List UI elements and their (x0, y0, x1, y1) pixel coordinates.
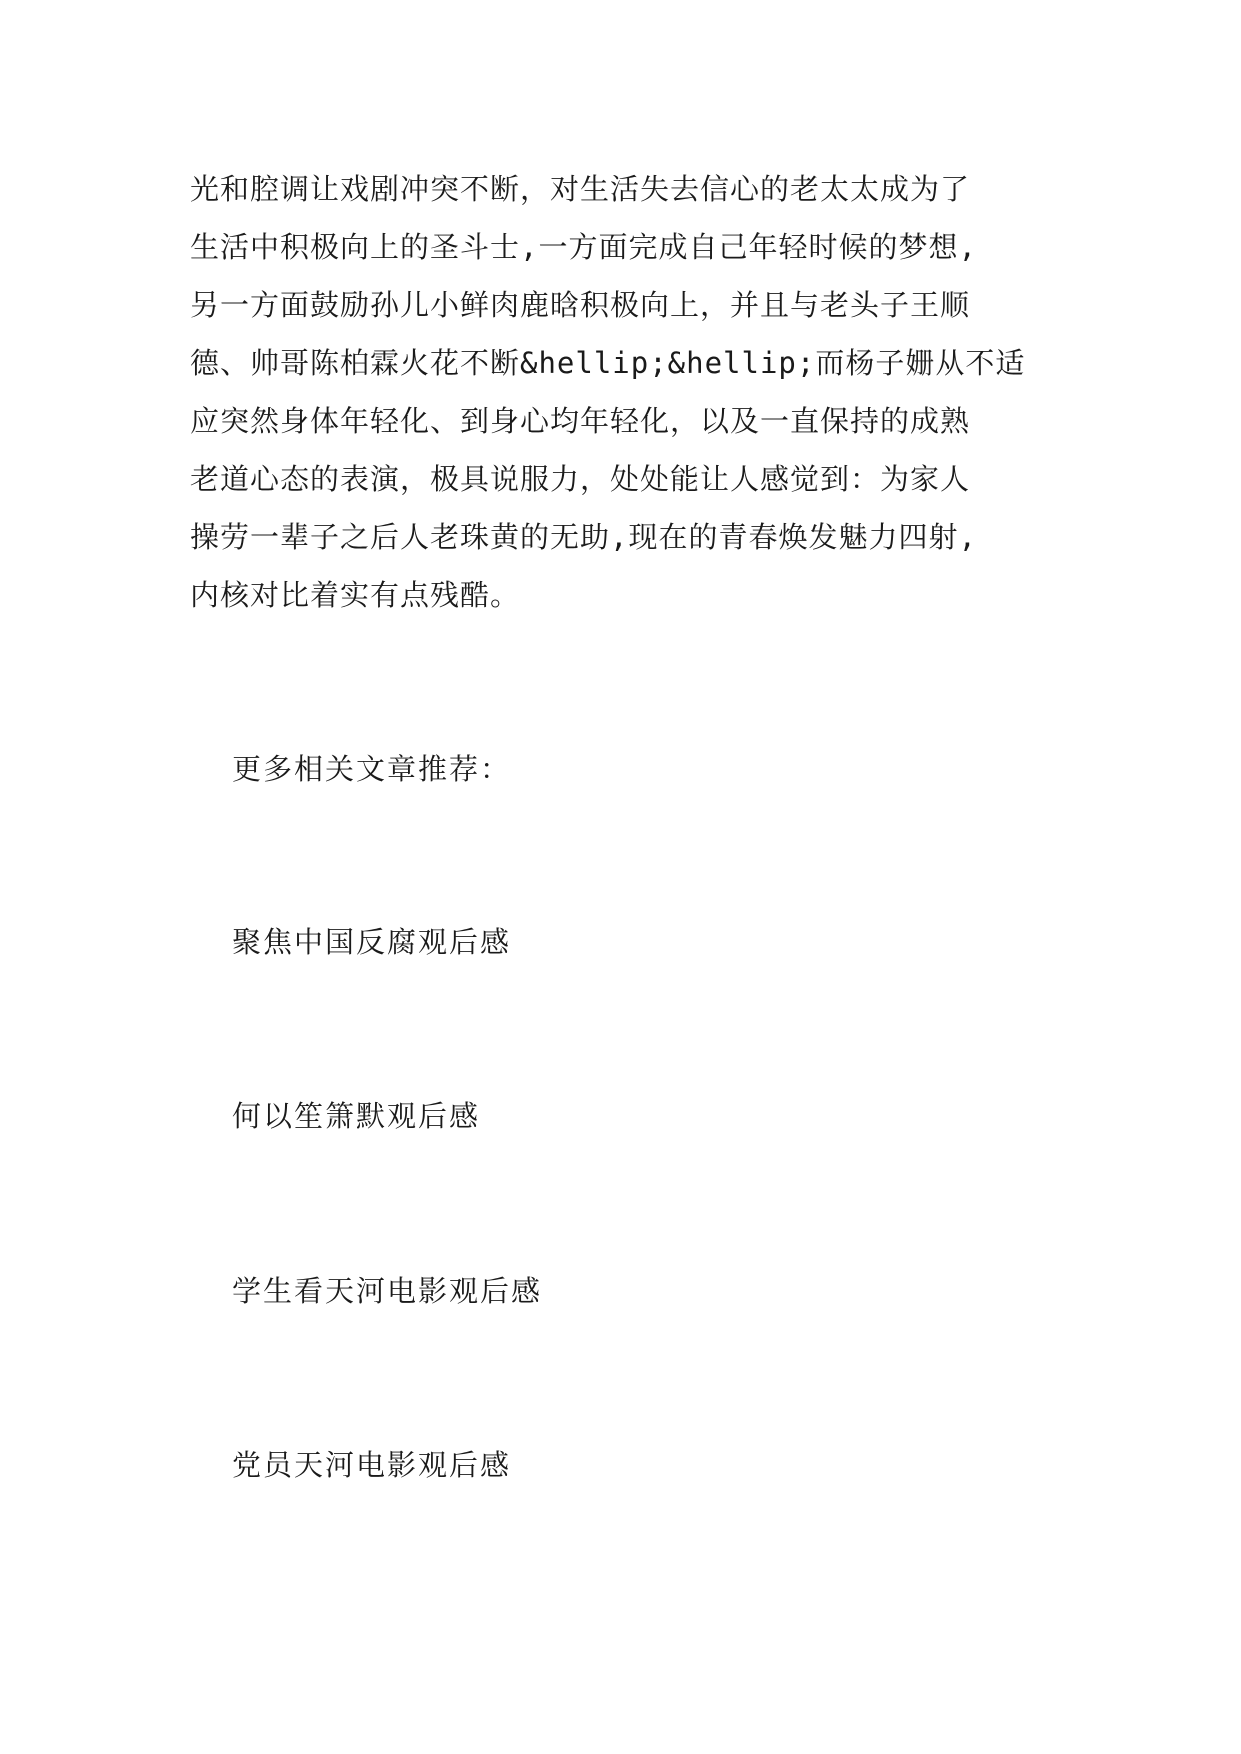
paragraph-line: 生活中积极向上的圣斗士,一方面完成自己年轻时候的梦想, (190, 230, 977, 264)
article-paragraph (190, 160, 1090, 624)
related-article-link[interactable]: 学生看天河电影观后感 (232, 1274, 543, 1308)
related-article-link[interactable]: 党员天河电影观后感 (232, 1448, 512, 1482)
paragraph-line: 另一方面鼓励孙儿小鲜肉鹿晗积极向上，并且与老头子王顺 (190, 288, 971, 322)
related-article-link[interactable]: 聚焦中国反腐观后感 (232, 925, 512, 959)
paragraph-line: 德、帅哥陈柏霖火花不断&hellip;&hellip;而杨子姗从不适 (190, 346, 1026, 380)
paragraph-line: 内核对比着实有点残酷。 (190, 578, 521, 612)
related-article-link[interactable]: 何以笙箫默观后感 (232, 1099, 481, 1133)
paragraph-line: 光和腔调让戏剧冲突不断，对生活失去信心的老太太成为了 (190, 172, 971, 206)
paragraph-line: 操劳一辈子之后人老珠黄的无助,现在的青春焕发魅力四射, (190, 520, 977, 554)
related-articles-heading: 更多相关文章推荐： (232, 752, 512, 786)
paragraph-line: 应突然身体年轻化、到身心均年轻化，以及一直保持的成熟 (190, 404, 971, 438)
paragraph-line: 老道心态的表演，极具说服力，处处能让人感觉到：为家人 (190, 462, 971, 496)
